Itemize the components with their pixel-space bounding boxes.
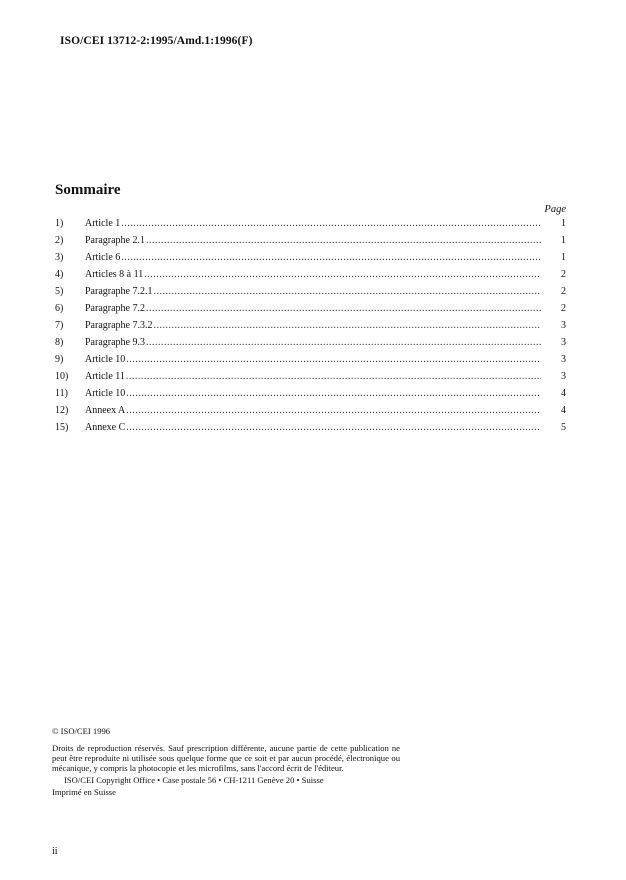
toc-entry-label: Paragraphe 9.3 xyxy=(85,337,145,348)
toc-entry-number: 1) xyxy=(55,218,64,229)
toc-entry[interactable] xyxy=(55,388,566,405)
toc-entry-number: 5) xyxy=(55,286,64,297)
toc-entry[interactable] xyxy=(55,337,566,354)
toc-entry-page: 3 xyxy=(561,371,566,382)
toc-entry[interactable] xyxy=(55,405,566,422)
toc-entry[interactable] xyxy=(55,320,566,337)
dot-leader xyxy=(153,320,541,331)
toc-entry-number: 6) xyxy=(55,303,64,314)
toc-entry-number: 15) xyxy=(55,422,69,433)
toc-entry-number: 11) xyxy=(55,388,68,399)
toc-entry-page: 4 xyxy=(561,388,566,399)
toc-entry[interactable] xyxy=(55,286,566,303)
toc-entry[interactable] xyxy=(55,354,566,371)
toc-entry-page: 4 xyxy=(561,405,566,416)
toc-title: Sommaire xyxy=(55,182,121,198)
copyright-line: © ISO/CEI 1996 xyxy=(52,726,111,736)
dot-leader xyxy=(126,371,541,382)
toc-entry-page: 3 xyxy=(561,320,566,331)
toc-entry-page: 1 xyxy=(561,235,566,246)
copyright-notice xyxy=(52,726,400,797)
dot-leader xyxy=(153,286,541,297)
dot-leader xyxy=(126,388,541,399)
toc-entry[interactable] xyxy=(55,303,566,320)
toc-entry[interactable] xyxy=(55,218,566,235)
page-column-label: Page xyxy=(544,204,566,215)
toc-entry-label: Anneex A xyxy=(85,405,126,416)
printed-in-text: Imprimé en Suisse xyxy=(52,787,116,797)
toc-entry[interactable] xyxy=(55,371,566,388)
toc-entry-number: 4) xyxy=(55,269,64,280)
toc-entry-label: Articles 8 à 11 xyxy=(85,269,144,280)
toc-entry-page: 5 xyxy=(561,422,566,433)
dot-leader xyxy=(126,422,541,433)
toc-entry-label: Annexe C xyxy=(85,422,126,433)
toc-entry-label: Paragraphe 7.2 xyxy=(85,303,145,314)
table-of-contents xyxy=(55,218,566,439)
copyright-office-address: ISO/CEI Copyright Office • Case postale 56 • CH-1211 Genève 20 • Suisse xyxy=(64,775,324,785)
toc-entry-label: Article 1 xyxy=(85,218,121,229)
toc-entry-label: Article 11 xyxy=(85,371,125,382)
toc-entry-page: 2 xyxy=(561,303,566,314)
toc-entry[interactable] xyxy=(55,269,566,286)
reproduction-rights-text: Droits de reproduction réservés. Sauf prescription différente, aucune partie de cette publication ne peut être reproduite ni utilisée sous quelque forme que ce soit et par aucun procédé, électronique ou mécanique, y compris la photocopie et les microfilms, sans l'accord écrit de l'éditeur. xyxy=(52,743,400,773)
dot-leader xyxy=(146,337,541,348)
toc-entry-number: 8) xyxy=(55,337,64,348)
toc-entry-label: Article 10 xyxy=(85,354,126,365)
toc-entry-label: Article 6 xyxy=(85,252,121,263)
dot-leader xyxy=(146,303,541,314)
toc-entry-page: 1 xyxy=(561,218,566,229)
toc-entry-number: 9) xyxy=(55,354,64,365)
toc-entry-page: 1 xyxy=(561,252,566,263)
dot-leader xyxy=(144,269,541,280)
toc-entry-page: 3 xyxy=(561,354,566,365)
toc-entry-page: 2 xyxy=(561,286,566,297)
toc-entry[interactable] xyxy=(55,252,566,269)
toc-entry-label: Paragraphe 2.1 xyxy=(85,235,145,246)
toc-entry-number: 12) xyxy=(55,405,69,416)
toc-entry-label: Paragraphe 7.2.1 xyxy=(85,286,153,297)
toc-entry[interactable] xyxy=(55,422,566,439)
dot-leader xyxy=(146,235,541,246)
toc-entry-page: 2 xyxy=(561,269,566,280)
toc-entry-number: 7) xyxy=(55,320,64,331)
toc-entry[interactable] xyxy=(55,235,566,252)
dot-leader xyxy=(121,252,541,263)
dot-leader xyxy=(121,218,541,229)
toc-entry-label: Paragraphe 7.3.2 xyxy=(85,320,153,331)
dot-leader xyxy=(126,405,541,416)
document-reference: ISO/CEI 13712-2:1995/Amd.1:1996(F) xyxy=(60,35,253,47)
toc-entry-page: 3 xyxy=(561,337,566,348)
dot-leader xyxy=(126,354,541,365)
toc-entry-number: 3) xyxy=(55,252,64,263)
page-number: ii xyxy=(52,846,58,857)
toc-entry-number: 10) xyxy=(55,371,69,382)
toc-entry-label: Article 10 xyxy=(85,388,126,399)
toc-entry-number: 2) xyxy=(55,235,64,246)
